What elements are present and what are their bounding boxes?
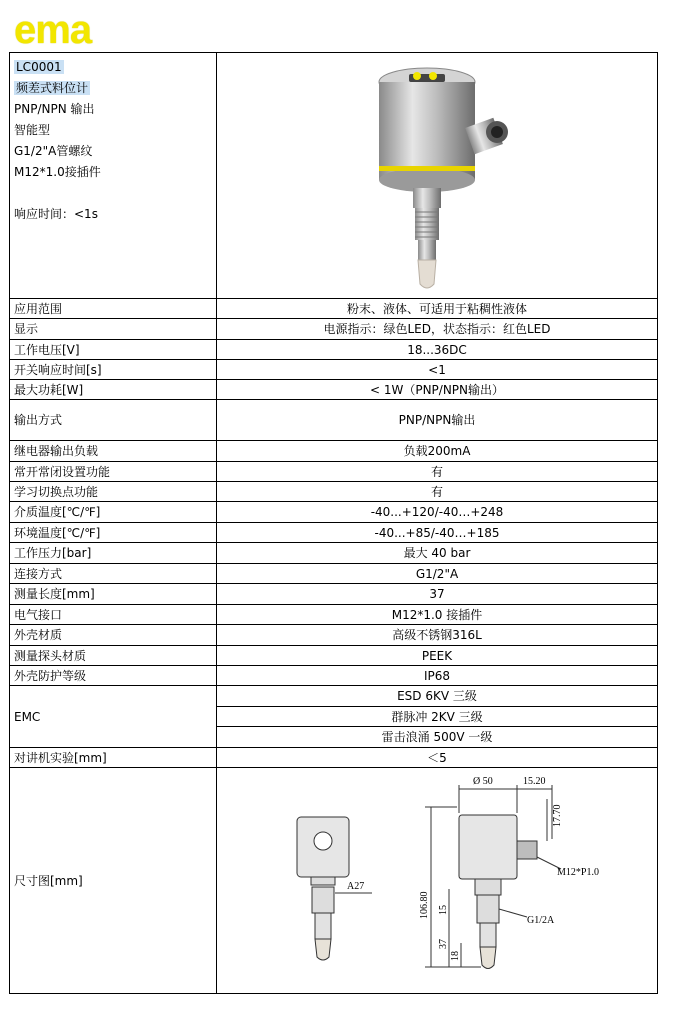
- spec-row: [10, 462, 658, 482]
- spec-value: 37: [217, 584, 658, 605]
- spec-value: 负载200mA: [217, 441, 658, 462]
- spec-value: PEEK: [217, 646, 658, 666]
- response-summary: 响应时间：<1s: [14, 207, 98, 221]
- spec-value: 电源指示：绿色LED，状态指示：红色LED: [217, 319, 658, 340]
- spec-value: 有: [217, 482, 658, 502]
- spec-value: -40...+120/-40…+248: [217, 502, 658, 523]
- spec-value: M12*1.0 接插件: [217, 605, 658, 625]
- dimension-row: [10, 768, 658, 994]
- spec-row: [10, 605, 658, 625]
- spec-label: 测量长度[mm]: [10, 584, 217, 605]
- dim-height-18: 18: [450, 950, 461, 961]
- emc-value: 群脉冲 2KV 三级: [217, 707, 658, 727]
- spec-value: IP68: [217, 666, 658, 686]
- spec-row: [10, 380, 658, 400]
- spec-label: 输出方式: [10, 400, 217, 441]
- spec-label: 常开常闭设置功能: [10, 462, 217, 482]
- product-photo-cell: [217, 53, 658, 299]
- product-photo: [357, 54, 517, 294]
- spec-row: [10, 523, 658, 543]
- spec-label: 测量探头材质: [10, 646, 217, 666]
- spec-value: PNP/NPN输出: [217, 400, 658, 441]
- model-number: LC0001: [16, 60, 62, 74]
- spec-label: 继电器输出负载: [10, 441, 217, 462]
- spec-row: [10, 502, 658, 523]
- dim-height-total: 106.80: [419, 891, 430, 919]
- spec-value: 有: [217, 462, 658, 482]
- spec-label: 显示: [10, 319, 217, 340]
- dim-height-15: 15: [438, 904, 449, 915]
- spec-value: 最大 40 bar: [217, 543, 658, 564]
- connector-summary: M12*1.0接插件: [14, 165, 101, 179]
- ema-logo: [14, 8, 144, 52]
- dimension-drawing-cell: [217, 768, 658, 994]
- dimension-label: 尺寸图[mm]: [10, 768, 217, 994]
- walkie-label: 对讲机实验[mm]: [10, 748, 217, 768]
- spec-value: 粉末、液体、可适用于粘稠性液体: [217, 299, 658, 319]
- spec-row: [10, 564, 658, 584]
- output-summary: PNP/NPN 输出: [14, 102, 95, 116]
- spec-row: [10, 319, 658, 340]
- spec-label: 工作压力[bar]: [10, 543, 217, 564]
- spec-label: 工作电压[V]: [10, 340, 217, 360]
- dim-g12: G1/2A: [527, 914, 555, 926]
- emc-row: [10, 686, 658, 707]
- spec-value: G1/2"A: [217, 564, 658, 584]
- spec-label: 最大功耗[W]: [10, 380, 217, 400]
- spec-row: [10, 646, 658, 666]
- header-row: [10, 53, 658, 299]
- walkie-value: ＜5: [217, 748, 658, 768]
- spec-row: [10, 666, 658, 686]
- spec-label: 应用范围: [10, 299, 217, 319]
- spec-row: [10, 543, 658, 564]
- emc-label: EMC: [10, 686, 217, 748]
- spec-row: [10, 299, 658, 319]
- spec-value: 高级不锈钢316L: [217, 625, 658, 646]
- spec-row: [10, 748, 658, 768]
- spec-label: 电气接口: [10, 605, 217, 625]
- dim-m12: M12*P1.0: [557, 866, 599, 878]
- spec-label: 介质温度[℃/℉]: [10, 502, 217, 523]
- spec-label: 外壳材质: [10, 625, 217, 646]
- dim-height-37: 37: [438, 938, 449, 949]
- dimension-drawing: [227, 769, 647, 989]
- thread-summary: G1/2"A管螺纹: [14, 144, 93, 158]
- spec-row: [10, 482, 658, 502]
- spec-label: 外壳防护等级: [10, 666, 217, 686]
- product-summary-cell: [10, 53, 217, 299]
- spec-row: [10, 340, 658, 360]
- spec-value: 18...36DC: [217, 340, 658, 360]
- dim-diameter: Ø 50: [473, 775, 493, 787]
- product-name: 频差式料位计: [16, 81, 89, 95]
- spec-label: 连接方式: [10, 564, 217, 584]
- spec-value: <1: [217, 360, 658, 380]
- spec-row: [10, 625, 658, 646]
- spec-row: [10, 360, 658, 380]
- emc-value: ESD 6KV 三级: [217, 686, 658, 707]
- spec-table: [9, 52, 658, 994]
- dim-height-top: 17.70: [552, 804, 563, 827]
- spec-value: -40...+85/-40…+185: [217, 523, 658, 543]
- dim-a27: A27: [347, 880, 365, 892]
- spec-label: 开关响应时间[s]: [10, 360, 217, 380]
- spec-row: [10, 584, 658, 605]
- spec-row: [10, 441, 658, 462]
- spec-label: 环境温度[℃/℉]: [10, 523, 217, 543]
- type-summary: 智能型: [14, 123, 51, 137]
- spec-row: [10, 400, 658, 441]
- spec-value: < 1W（PNP/NPN输出）: [217, 380, 658, 400]
- spec-label: 学习切换点功能: [10, 482, 217, 502]
- dim-width: 15.20: [523, 775, 546, 787]
- emc-value: 雷击浪涌 500V 一级: [217, 727, 658, 748]
- logo-text: ema: [14, 8, 92, 52]
